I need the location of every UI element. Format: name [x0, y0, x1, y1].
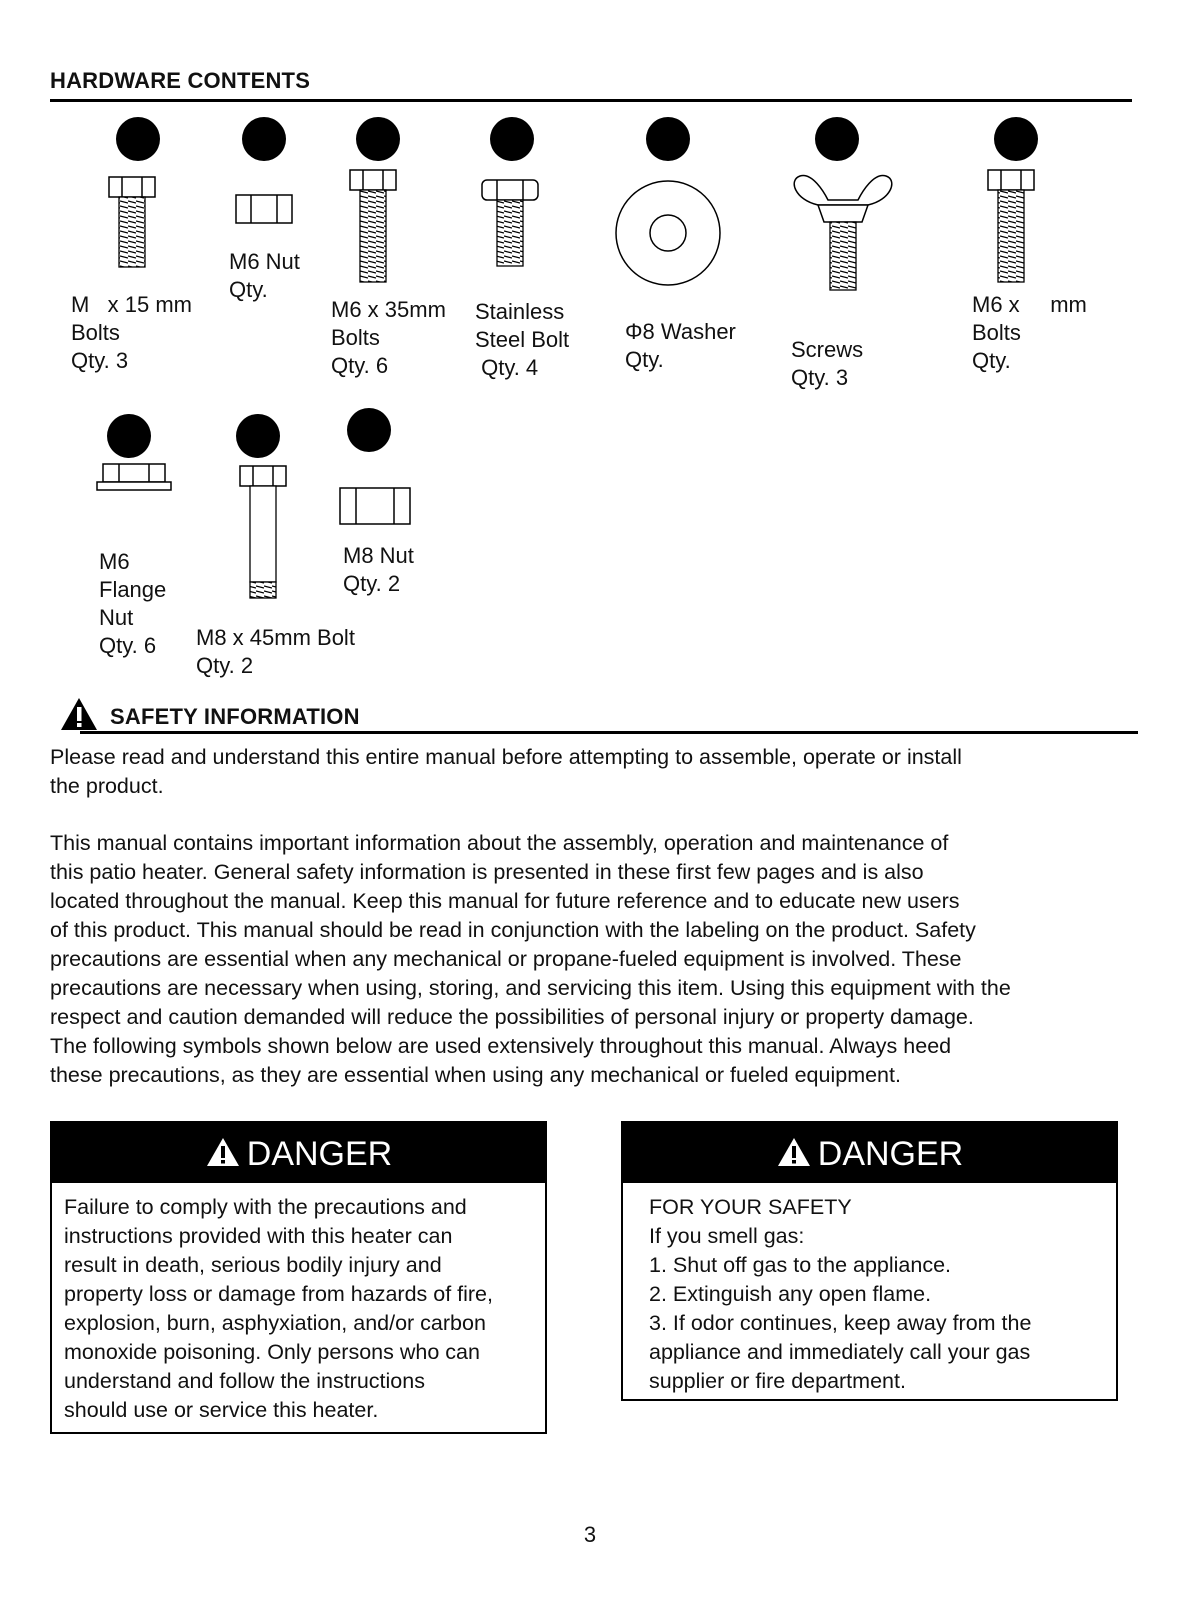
safety-heading: SAFETY INFORMATION	[110, 704, 360, 729]
bolt-icon	[240, 466, 286, 598]
hardware-label: M6 Nut Qty.	[229, 249, 300, 302]
bolt-icon	[482, 180, 538, 266]
safety-rule	[80, 731, 1138, 734]
hardware-label: Screws Qty. 3	[791, 337, 864, 390]
danger-header	[52, 1123, 545, 1183]
danger-box	[50, 1121, 547, 1434]
hardware-heading: HARDWARE CONTENTS	[50, 68, 311, 93]
warning-icon	[205, 1136, 241, 1168]
page-number: 3	[583, 1522, 597, 1547]
danger-box	[621, 1121, 1118, 1401]
hardware-label: M6 x mm Bolts Qty.	[972, 292, 1087, 373]
hardware-label: Φ8 Washer Qty.	[625, 319, 736, 372]
bolt-icon	[988, 170, 1034, 282]
danger-body: FOR YOUR SAFETY If you smell gas: 1. Shut off gas to the appliance. 2. Extinguish any open flame. 3. If odor continues, keep away from the appliance and immediately call your gas supplier or fire department.	[649, 1195, 1032, 1393]
hardware-label: M8 x 45mm Bolt Qty. 2	[196, 625, 355, 678]
bolt-icon	[109, 177, 155, 267]
danger-title: DANGER	[817, 1135, 964, 1173]
hardware-label: M6 Flange Nut Qty. 6	[99, 549, 167, 658]
washer-icon	[616, 181, 720, 285]
warning-icon	[776, 1136, 812, 1168]
wing-screw-icon	[794, 175, 892, 290]
safety-intro-paragraph: Please read and understand this entire manual before attempting to assemble, operate or install the product.	[50, 745, 962, 798]
warning-icon	[60, 697, 98, 731]
danger-body: Failure to comply with the precautions and instructions provided with this heater can result in death, serious bodily injury and property loss or damage from hazards of fire, explosion, burn, asphyxiation, and/or carbon monoxide poisoning. Only persons who can understand and follow the instructions should use or service this heater.	[64, 1195, 493, 1422]
hardware-label: M x 15 mm Bolts Qty. 3	[71, 292, 193, 373]
danger-header	[623, 1123, 1116, 1183]
hardware-label: M6 x 35mm Bolts Qty. 6	[331, 297, 446, 378]
nut-icon	[340, 488, 410, 524]
nut-icon	[236, 195, 292, 223]
danger-title: DANGER	[246, 1135, 393, 1173]
safety-body-paragraph: This manual contains important information about the assembly, operation and maintenance of this patio heater. General safety information is presented in these first few pages and is also located throughout the manual. Keep this manual for future reference and to educate new users of this product. This manual should be read in conjunction with the labeling on the product. Safety precautions are essential when any mechanical or propane-fueled equipment is involved. These precautions are necessary when using, storing, and servicing this item. Using this equipment with the respect and caution demanded will reduce the possibilities of personal injury or property damage. The following symbols shown below are used extensively throughout this manual. Always heed these precautions, as they are essential when using any mechanical or fueled equipment.	[50, 831, 1011, 1087]
flange-nut-icon	[97, 464, 171, 490]
hardware-label: M8 Nut Qty. 2	[343, 543, 414, 596]
hardware-label: Stainless Steel Bolt Qty. 4	[475, 299, 570, 380]
bolt-icon	[350, 170, 396, 282]
